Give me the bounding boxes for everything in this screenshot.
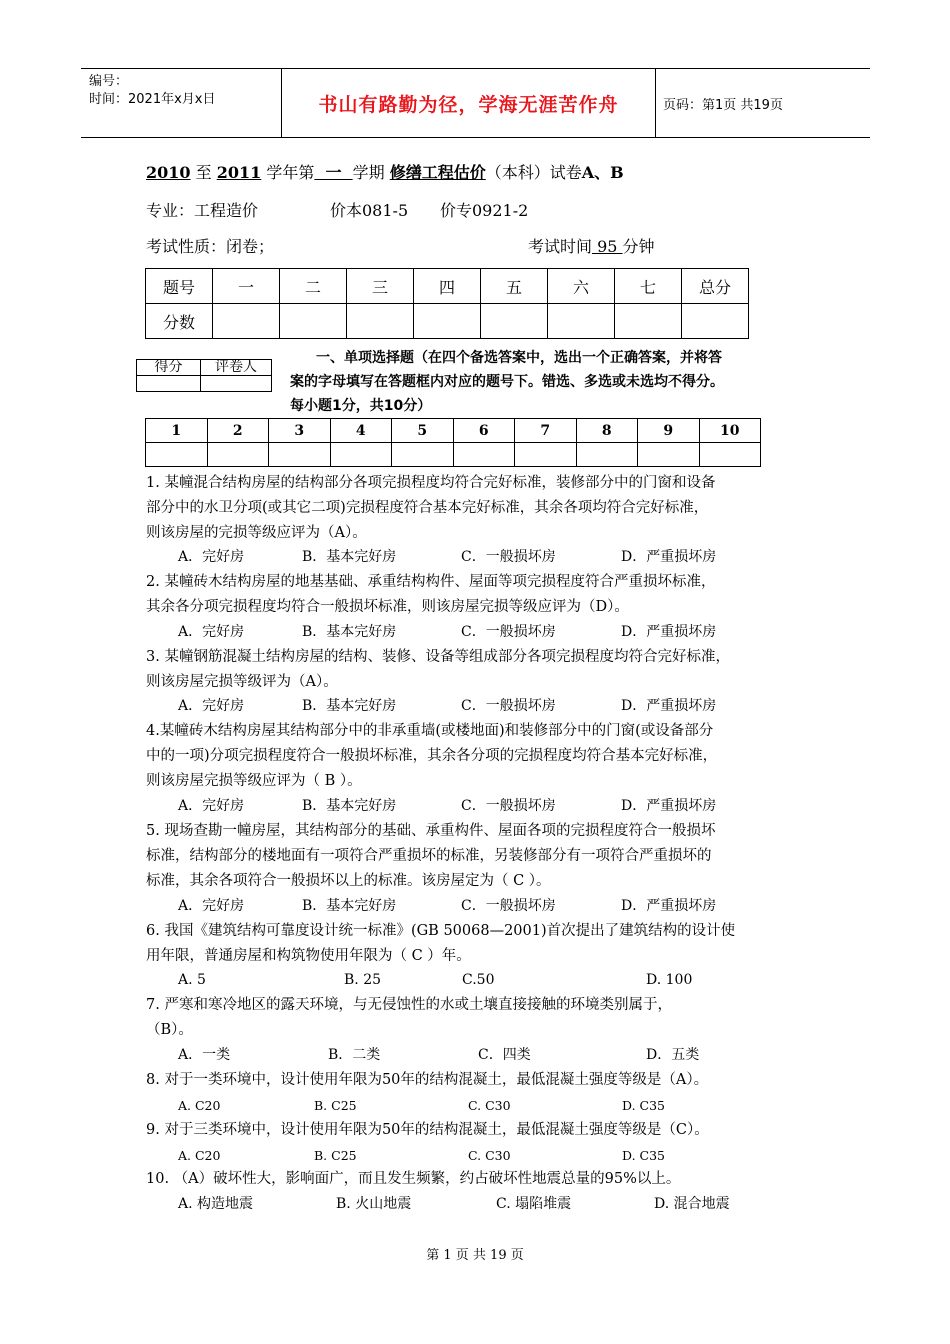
header-meta bbox=[89, 73, 215, 109]
exam-time-label: 考试时间 bbox=[528, 237, 593, 256]
option[interactable]: B．基本完好房 bbox=[302, 624, 397, 640]
answer-cell[interactable] bbox=[453, 443, 515, 467]
question-line: 其余各分项完损程度均符合一般损坏标准，则该房屋完损等级应评为（D）。 bbox=[146, 599, 629, 615]
score-header-cell: 六 bbox=[548, 269, 615, 304]
answer-number: 8 bbox=[576, 419, 638, 443]
answer-cell[interactable] bbox=[330, 443, 392, 467]
question-line: 2. 某幢砖木结构房屋的地基基础、承重结构构件、屋面等项完损程度符合严重损坏标准， bbox=[146, 574, 716, 590]
score-cell[interactable] bbox=[615, 304, 682, 339]
class-2: 价专0921-2 bbox=[440, 201, 529, 220]
question-line: 1. 某幢混合结构房屋的结构部分各项完损程度均符合完好标准，装修部分中的门窗和设备 bbox=[146, 475, 716, 491]
option[interactable]: B. 火山地震 bbox=[336, 1196, 412, 1212]
answer-cell[interactable] bbox=[576, 443, 638, 467]
option[interactable]: C. 塌陷堆震 bbox=[496, 1196, 572, 1212]
option[interactable]: D．严重损坏房 bbox=[621, 898, 717, 914]
option[interactable]: D. 100 bbox=[646, 972, 693, 988]
answer-table bbox=[145, 418, 761, 467]
question-line: 4.某幢砖木结构房屋其结构部分中的非承重墙(或楼地面)和装修部分中的门窗(或设备部分 bbox=[146, 723, 714, 739]
title-school-year: 学年第 bbox=[261, 163, 315, 182]
question-7 bbox=[146, 993, 816, 1043]
class-1: 价本081-5 bbox=[330, 201, 409, 220]
option[interactable]: D. C35 bbox=[622, 1148, 665, 1163]
score-cell[interactable] bbox=[213, 304, 280, 339]
answer-cell[interactable] bbox=[146, 443, 208, 467]
option[interactable]: D．严重损坏房 bbox=[621, 624, 717, 640]
answer-number: 5 bbox=[392, 419, 454, 443]
option[interactable]: B. C25 bbox=[314, 1098, 357, 1113]
question-1 bbox=[146, 471, 816, 546]
score-header-cell: 一 bbox=[213, 269, 280, 304]
answer-cell[interactable] bbox=[699, 443, 761, 467]
answer-number: 2 bbox=[207, 419, 269, 443]
grader-table bbox=[136, 359, 272, 392]
question-line: 8. 对于一类环境中，设计使用年限为50年的结构混凝土，最低混凝土强度等级是（A）。 bbox=[146, 1072, 709, 1088]
title-to: 至 bbox=[190, 163, 217, 182]
score-cell[interactable] bbox=[280, 304, 347, 339]
exam-time bbox=[528, 234, 655, 257]
question-line: 则该房屋完损等级评为（A）。 bbox=[146, 674, 338, 690]
option[interactable]: B．基本完好房 bbox=[302, 798, 397, 814]
question-8 bbox=[146, 1068, 816, 1093]
option[interactable]: A．完好房 bbox=[178, 798, 245, 814]
option[interactable]: C．一般损坏房 bbox=[461, 898, 556, 914]
answer-number: 4 bbox=[330, 419, 392, 443]
option[interactable]: D. C35 bbox=[622, 1098, 665, 1113]
header-page-number: 页码：第1页 共19页 bbox=[663, 97, 783, 113]
section-heading-line: 案的字母填写在答题框内对应的题号下。错选、多选或未选均不得分。 bbox=[290, 374, 724, 390]
answer-number: 7 bbox=[515, 419, 577, 443]
option[interactable]: D．严重损坏房 bbox=[621, 698, 717, 714]
title-course-suffix: （本科）试卷 bbox=[485, 163, 582, 182]
score-header-cell: 二 bbox=[280, 269, 347, 304]
option[interactable]: C.50 bbox=[462, 972, 495, 988]
option[interactable]: A．完好房 bbox=[178, 549, 245, 565]
option[interactable]: C．一般损坏房 bbox=[461, 549, 556, 565]
answer-number: 6 bbox=[453, 419, 515, 443]
title-term-suffix: 学期 bbox=[352, 163, 390, 182]
answer-number: 9 bbox=[638, 419, 700, 443]
header-divider bbox=[655, 69, 656, 137]
question-line: 标准，结构部分的楼地面有一项符合严重损坏的标准，另装修部分有一项符合严重损坏的 bbox=[146, 848, 712, 864]
score-table bbox=[145, 268, 749, 339]
answer-cell[interactable] bbox=[269, 443, 331, 467]
score-table-value-row bbox=[146, 304, 749, 339]
answer-cell[interactable] bbox=[638, 443, 700, 467]
score-header-cell: 四 bbox=[414, 269, 481, 304]
option[interactable]: C. C30 bbox=[468, 1148, 511, 1163]
option[interactable]: A. 构造地震 bbox=[178, 1196, 254, 1212]
question-line: 7. 严寒和寒冷地区的露天环境，与无侵蚀性的水或土壤直接接触的环境类别属于， bbox=[146, 997, 672, 1013]
document-date: 时间：2021年x月x日 bbox=[89, 92, 216, 107]
option[interactable]: B．基本完好房 bbox=[302, 698, 397, 714]
score-cell[interactable] bbox=[414, 304, 481, 339]
year-end: 2011 bbox=[216, 163, 262, 182]
answer-cell[interactable] bbox=[392, 443, 454, 467]
option[interactable]: A．完好房 bbox=[178, 898, 245, 914]
header-motto: 书山有路勤为径，学海无涯苦作舟 bbox=[318, 93, 619, 116]
option[interactable]: D．五类 bbox=[646, 1047, 700, 1063]
option[interactable]: C．一般损坏房 bbox=[461, 798, 556, 814]
score-header-cell: 总分 bbox=[682, 269, 749, 304]
option[interactable]: A．完好房 bbox=[178, 698, 245, 714]
option[interactable]: B．基本完好房 bbox=[302, 549, 397, 565]
answer-number: 1 bbox=[146, 419, 208, 443]
option[interactable]: C．一般损坏房 bbox=[461, 698, 556, 714]
option[interactable]: B. 25 bbox=[344, 972, 382, 988]
option[interactable]: B．基本完好房 bbox=[302, 898, 397, 914]
page-footer: 第 1 页 共 19 页 bbox=[426, 1248, 524, 1263]
question-9 bbox=[146, 1118, 816, 1143]
paper-version: A、B bbox=[581, 163, 624, 182]
score-row-label: 分数 bbox=[146, 304, 213, 339]
answer-number: 10 bbox=[699, 419, 761, 443]
grader-name-label: 评卷人 bbox=[201, 360, 272, 376]
question-line: 5. 现场查勘一幢房屋，其结构部分的基础、承重构件、屋面各项的完损程度符合一般损坏 bbox=[146, 823, 716, 839]
section-heading-line: 每小题1分，共10分） bbox=[290, 398, 432, 414]
score-cell[interactable] bbox=[347, 304, 414, 339]
option[interactable]: A．完好房 bbox=[178, 624, 245, 640]
answer-fill-row bbox=[146, 443, 761, 467]
score-table-header-row bbox=[146, 269, 749, 304]
score-cell[interactable] bbox=[548, 304, 615, 339]
option[interactable]: A. C20 bbox=[178, 1098, 221, 1113]
answer-number: 3 bbox=[269, 419, 331, 443]
option[interactable]: D．严重损坏房 bbox=[621, 549, 717, 565]
option[interactable]: B. C25 bbox=[314, 1148, 357, 1163]
major: 专业：工程造价 bbox=[146, 201, 259, 220]
section-heading bbox=[290, 346, 810, 418]
question-line: 则该房屋的完损等级应评为（A）。 bbox=[146, 525, 367, 541]
question-line: 部分中的水卫分项(或其它二项)完损程度符合基本完好标准，其余各项均符合完好标准， bbox=[146, 500, 709, 516]
question-line: （B）。 bbox=[146, 1022, 193, 1038]
score-header-cell: 题号 bbox=[146, 269, 213, 304]
exam-time-unit: 分钟 bbox=[622, 237, 655, 256]
exam-time-value: 95 bbox=[592, 237, 623, 256]
question-2 bbox=[146, 570, 816, 620]
score-cell[interactable] bbox=[682, 304, 749, 339]
document-number-label: 编号： bbox=[89, 74, 129, 89]
option[interactable]: D．严重损坏房 bbox=[621, 798, 717, 814]
answer-number-row bbox=[146, 419, 761, 443]
score-header-cell: 三 bbox=[347, 269, 414, 304]
section-heading-line: 一、单项选择题（在四个备选答案中，选出一个正确答案，并将答 bbox=[316, 350, 722, 366]
question-line: 3. 某幢钢筋混凝土结构房屋的结构、装修、设备等组成部分各项完损程度均符合完好标准， bbox=[146, 649, 730, 665]
grader-score-cell[interactable] bbox=[137, 376, 201, 392]
option[interactable]: D. 混合地震 bbox=[654, 1196, 730, 1212]
grader-name-cell[interactable] bbox=[201, 376, 272, 392]
option[interactable]: C. C30 bbox=[468, 1098, 511, 1113]
question-line: 9. 对于三类环境中，设计使用年限为50年的结构混凝土，最低混凝土强度等级是（C）。 bbox=[146, 1122, 709, 1138]
year-start: 2010 bbox=[146, 163, 191, 182]
answer-cell[interactable] bbox=[515, 443, 577, 467]
major-line bbox=[146, 198, 258, 221]
score-header-cell: 五 bbox=[481, 269, 548, 304]
score-header-cell: 七 bbox=[615, 269, 682, 304]
question-line: 6. 我国《建筑结构可靠度设计统一标准》(GB 50068—2001)首次提出了建筑结构的设计使 bbox=[146, 923, 736, 939]
option[interactable]: B．二类 bbox=[328, 1047, 381, 1063]
grader-score-label: 得分 bbox=[137, 360, 201, 376]
question-3 bbox=[146, 645, 816, 695]
score-cell[interactable] bbox=[481, 304, 548, 339]
option[interactable]: A．一类 bbox=[178, 1047, 231, 1063]
question-line: 则该房屋完损等级应评为（ B ）。 bbox=[146, 773, 362, 789]
question-6 bbox=[146, 919, 816, 969]
question-5 bbox=[146, 819, 816, 894]
exam-nature: 考试性质：闭卷； bbox=[146, 237, 275, 256]
course-name: 修缮工程估价 bbox=[389, 163, 486, 182]
question-line: 标准，其余各项符合一般损坏以上的标准。该房屋定为（ C ）。 bbox=[146, 873, 551, 889]
option[interactable]: A. 5 bbox=[178, 972, 206, 988]
exam-title bbox=[146, 160, 624, 183]
page-header bbox=[81, 68, 870, 138]
answer-cell[interactable] bbox=[207, 443, 269, 467]
term: 一 bbox=[314, 163, 353, 182]
option[interactable]: C．四类 bbox=[478, 1047, 531, 1063]
question-line: 10. （A）破坏性大，影响面广，而且发生频繁，约占破坏性地震总量的95%以上。 bbox=[146, 1171, 681, 1187]
question-4 bbox=[146, 719, 816, 794]
option[interactable]: C．一般损坏房 bbox=[461, 624, 556, 640]
question-line: 用年限，普通房屋和构筑物使用年限为（ C ）年。 bbox=[146, 948, 471, 964]
question-10 bbox=[146, 1167, 816, 1192]
option[interactable]: A. C20 bbox=[178, 1148, 221, 1163]
question-line: 中的一项)分项完损程度符合一般损坏标准，其余各分项的完损程度均符合基本完好标准， bbox=[146, 748, 718, 764]
